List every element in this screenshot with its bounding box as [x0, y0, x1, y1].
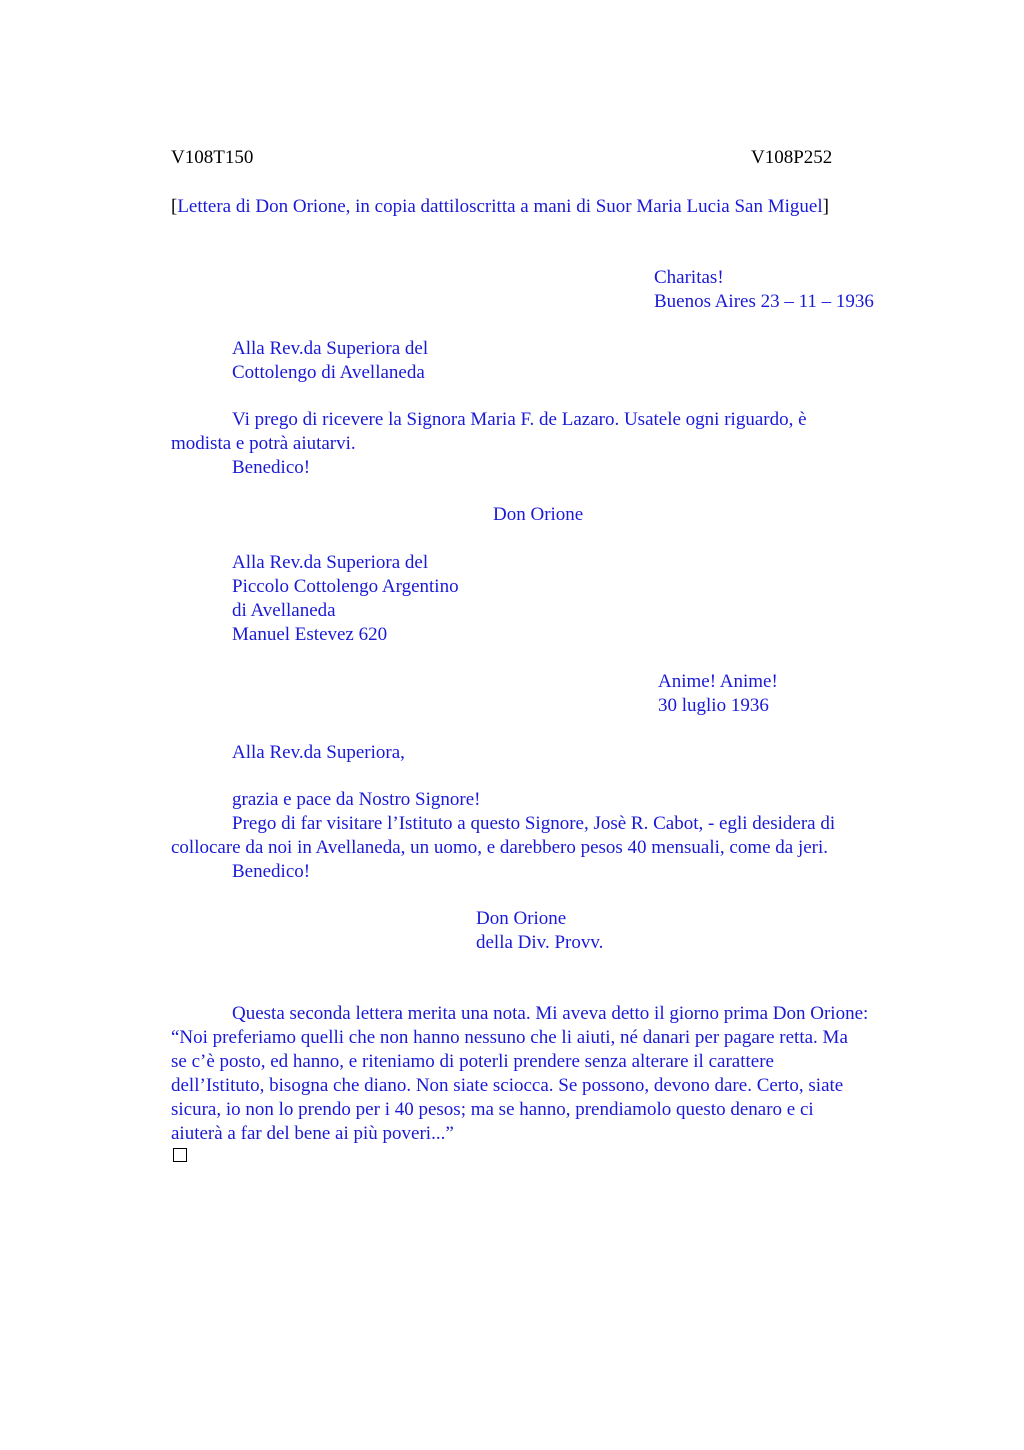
end-marker-square-icon — [173, 1148, 187, 1162]
letter2-body-line: collocare da noi in Avellaneda, un uomo, e darebbero pesos 40 mensuali, come da jeri. — [171, 837, 829, 858]
title-note-text: Lettera di Don Orione, in copia dattiloscritta a mani di Suor Maria Lucia San Miguel — [177, 196, 823, 217]
note-line: Questa seconda lettera merita una nota. Mi aveva detto il giorno prima Don Orione: — [232, 1003, 869, 1024]
letter1-closing: Benedico! — [232, 457, 311, 478]
letter1-signature: Don Orione — [493, 504, 584, 525]
document-code-right: V108P252 — [751, 147, 833, 168]
envelope-address-line: Manuel Estevez 620 — [232, 624, 388, 645]
letter2-closing: Benedico! — [232, 861, 311, 882]
title-close-bracket: ] — [822, 196, 829, 217]
letter2-body-line: Prego di far visitare l’Istituto a questo Signore, Josè R. Cabot, - egli desidera di — [232, 813, 836, 834]
letter2-signature — [476, 907, 603, 955]
letter1-heading-date: Buenos Aires 23 – 11 – 1936 — [654, 291, 874, 312]
letter2-heading — [658, 670, 778, 718]
letter2-signature-title: della Div. Provv. — [476, 932, 604, 953]
document-code-left: V108T150 — [171, 147, 254, 168]
note-line: dell’Istituto, bisogna che diano. Non siate sciocca. Se possono, devono dare. Certo, siate — [171, 1075, 844, 1096]
letter2-signature-name: Don Orione — [476, 908, 567, 929]
note-line: “Noi preferiamo quelli che non hanno nessuno che li aiuti, né danari per pagare retta. Ma — [171, 1027, 848, 1048]
letter2-heading-anime: Anime! Anime! — [658, 671, 778, 692]
letter1-heading — [654, 266, 874, 314]
title-open-bracket: [ — [171, 196, 178, 217]
note-line: aiuterà a far del bene ai più poveri...” — [171, 1123, 454, 1144]
letter2-salutation: Alla Rev.da Superiora, — [232, 742, 405, 763]
letter1-address-line: Cottolengo di Avellaneda — [232, 362, 425, 383]
letter1-body-line: Vi prego di ricevere la Signora Maria F. de Lazaro. Usatele ogni riguardo, è — [232, 409, 807, 430]
letter1-body-line: modista e potrà aiutarvi. — [171, 433, 356, 454]
envelope-address-line: Alla Rev.da Superiora del — [232, 552, 429, 573]
envelope-address-line: di Avellaneda — [232, 600, 336, 621]
letter1-address — [232, 337, 428, 385]
letter2-heading-date: 30 luglio 1936 — [658, 695, 769, 716]
title-note — [171, 195, 829, 219]
letter1-heading-charitas: Charitas! — [654, 267, 724, 288]
letter2-greeting: grazia e pace da Nostro Signore! — [232, 789, 481, 810]
note-line: se c’è posto, ed hanno, e riteniamo di poterli prendere senza alterare il carattere — [171, 1051, 774, 1072]
envelope-address — [232, 551, 459, 647]
letter1-address-line: Alla Rev.da Superiora del — [232, 338, 429, 359]
note-line: sicura, io non lo prendo per i 40 pesos; ma se hanno, prendiamolo questo denaro e ci — [171, 1099, 814, 1120]
envelope-address-line: Piccolo Cottolengo Argentino — [232, 576, 459, 597]
